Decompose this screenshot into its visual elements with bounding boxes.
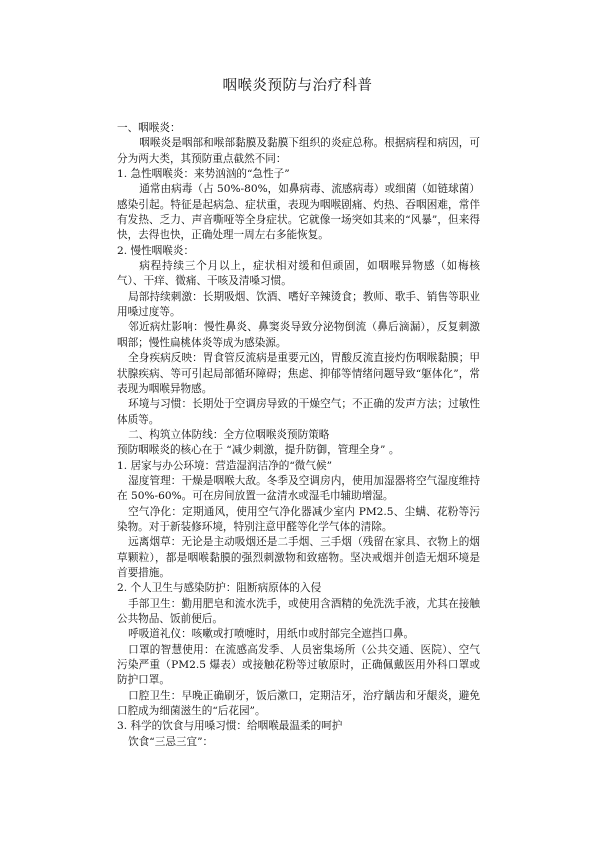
document-body (117, 121, 480, 750)
paragraph: 饮食“三忌三宜”： (128, 735, 214, 748)
paragraph: 空气净化：定期通风，使用空气净化器减少室内 PM2.5、尘螨、花粉等污染物。对于新装修环境，特别注意甲醛等化学气体的清除。 (117, 505, 480, 533)
paragraph: 2. 个人卫生与感染防护：阻断病原体的入侵 (117, 582, 322, 595)
paragraph: 1. 居家与办公环境：营造湿润洁净的“微气候” (117, 459, 332, 472)
paragraph: 局部持续刺激：长期吸烟、饮酒、嗜好辛辣烫食；教师、歌手、销售等职业用嗓过度等。 (117, 290, 480, 319)
paragraph: 远离烟草：无论是主动吸烟还是二手烟、三手烟（残留在家具、衣物上的烟草颗粒），都是咽喉黏膜的强烈刺激物和致癌物。坚决戒烟并创造无烟环境是首要措施。 (117, 536, 480, 579)
paragraph: 呼吸道礼仪：咳嗽或打喷嚏时，用纸巾或肘部完全遮挡口鼻。 (128, 628, 415, 641)
paragraph: 预防咽喉炎的核心在于 “减少刺激，提升防御，管理全身” 。 (117, 444, 400, 457)
paragraph: 口罩的智慧使用：在流感高发季、人员密集场所（公共交通、医院）、空气污染严重（PM2.5 爆表）或接触花粉等过敏原时，正确佩戴医用外科口罩或防护口罩。 (117, 643, 480, 687)
paragraph: 环境与习惯：长期处于空调房导致的干燥空气；不正确的发声方法；过敏性体质等。 (117, 398, 480, 426)
paragraph: 1. 急性咽喉炎：来势汹汹的“急性子” (117, 168, 290, 181)
paragraph: 全身疾病反映：胃食管反流病是重要元凶，胃酸反流直接灼伤咽喉黏膜；甲状腺疾病、等可引起局部循环障碍；焦虑、抑郁等情绪问题导致“躯体化”，常表现为咽喉异物感。 (117, 352, 480, 395)
paragraph: 湿度管理：干燥是咽喉大敌。冬季及空调房内，使用加湿器将空气湿度维持在 50%-60%。可在房间放置一盆清水或湿毛巾辅助增湿。 (117, 474, 480, 503)
paragraph: 2. 慢性咽喉炎： (117, 244, 195, 257)
paragraph: 二、构筑立体防线：全方位咽喉炎预防策略 (128, 428, 330, 441)
paragraph: 一、咽喉炎： (117, 122, 181, 134)
paragraph: 邻近病灶影响：慢性鼻炎、鼻窦炎导致分泌物倒流（鼻后滴漏），反复刺激咽部；慢性扁桃体炎等成为感染源。 (117, 321, 480, 349)
paragraph: 口腔卫生：早晚正确刷牙，饭后漱口，定期洁牙，治疗龋齿和牙龈炎，避免口腔成为细菌滋生的“后花园”。 (117, 689, 480, 718)
document-title: 咽喉炎预防与治疗科普 (222, 78, 373, 94)
paragraph: 通常由病毒（占 50%-80%，如鼻病毒、流感病毒）或细菌（如链球菌）感染引起。特征是起病急、症状重，表现为咽喉剧痛、灼热、吞咽困难，常伴有发热、乏力、声音嘶哑等全身症状。它就像一场突如其来的“风暴”，但来得快，去得也快，正确处理一周左右多能恢复。 (117, 183, 480, 242)
paragraph: 咽喉炎是咽部和喉部黏膜及黏膜下组织的炎症总称。根据病程和病因，可分为两大类，其预防重点截然不同： (117, 137, 480, 165)
paragraph: 病程持续三个月以上，症状相对缓和但顽固，如咽喉异物感（如梅核气）、干痒、微痛、干咳及清嗓习惯。 (117, 260, 480, 288)
paragraph: 3. 科学的饮食与用嗓习惯：给咽喉最温柔的呵护 (117, 720, 343, 733)
paragraph: 手部卫生：勤用肥皂和流水洗手，或使用含酒精的免洗洗手液，尤其在接触公共物品、饭前便后。 (117, 597, 480, 625)
